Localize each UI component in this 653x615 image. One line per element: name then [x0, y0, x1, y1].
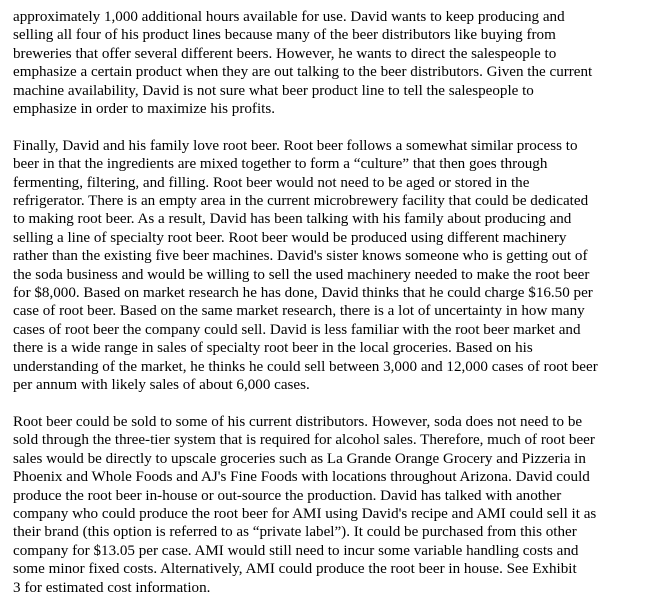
paragraph-root-beer-distribution [13, 413, 643, 597]
text-line: case of root beer. Based on the same market research, there is a lot of uncertainty in how many [13, 303, 585, 320]
text-line: understanding of the market, he thinks he could sell between 3,000 and 12,000 cases of root beer [13, 358, 598, 375]
text-line: beer in that the ingredients are mixed together to form a “culture” that then goes through [13, 156, 548, 173]
text-line: refrigerator. There is an empty area in the current microbrewery facility that could be dedicated [13, 193, 589, 210]
text-line: cases of root beer the company could sell. David is less familiar with the root beer market and [13, 321, 581, 338]
text-line: the soda business and would be willing to sell the used machinery needed to make the root beer [13, 266, 590, 283]
text-line: emphasize in order to maximize his profits. [13, 101, 275, 118]
text-line: rather than the existing five beer machines. David's sister knows someone who is getting out of [13, 248, 588, 265]
text-line: for $8,000. Based on market research he has done, David thinks that he could charge $16.50 per [13, 285, 593, 302]
text-line: emphasize a certain product when they are out talking to the beer distributors. Given the current [13, 64, 593, 81]
text-line: to making root beer. As a result, David has been talking with his family about producing and [13, 211, 572, 228]
text-line: sales would be directly to upscale groceries such as La Grande Orange Grocery and Pizzeria in [13, 450, 586, 467]
text-line: Phoenix and Whole Foods and AJ's Fine Foods with locations throughout Arizona. David could [13, 469, 590, 486]
text-line: sold through the three-tier system that is required for alcohol sales. Therefore, much of root beer [13, 432, 595, 449]
text-line: some minor fixed costs. Alternatively, AMI could produce the root beer in house. See Exhibit [13, 561, 577, 578]
text-line: approximately 1,000 additional hours available for use. David wants to keep producing and [13, 9, 565, 25]
text-line: fermenting, filtering, and filling. Root beer would not need to be aged or stored in the [13, 174, 530, 191]
text-line: selling all four of his product lines because many of the beer distributors like buying from [13, 27, 556, 44]
text-line: Finally, David and his family love root beer. Root beer follows a somewhat similar process to [13, 137, 578, 154]
text-line: per annum with likely sales of about 6,000 cases. [13, 377, 310, 394]
document-body [13, 8, 643, 615]
text-line: breweries that offer several different beers. However, he wants to direct the salespeople to [13, 45, 557, 62]
text-line: company who could produce the root beer for AMI using David's recipe and AMI could sell it as [13, 505, 597, 522]
text-line: there is a wide range in sales of specialty root beer in the local groceries. Based on his [13, 340, 533, 357]
text-line: selling a line of specialty root beer. Root beer would be produced using different machinery [13, 229, 567, 246]
text-line: machine availability, David is not sure what beer product line to tell the salespeople to [13, 82, 534, 99]
text-line: produce the root beer in-house or out-source the production. David has talked with another [13, 487, 562, 504]
paragraph-machine-availability [13, 8, 643, 118]
text-line: Root beer could be sold to some of his current distributors. However, soda does not need to be [13, 413, 583, 430]
text-line: 3 for estimated cost information. [13, 579, 211, 596]
text-line: company for $13.05 per case. AMI would still need to incur some variable handling costs and [13, 542, 579, 559]
paragraph-root-beer-intro [13, 137, 643, 395]
text-line: their brand (this option is referred to as “private label”). It could be purchased from this other [13, 524, 577, 541]
